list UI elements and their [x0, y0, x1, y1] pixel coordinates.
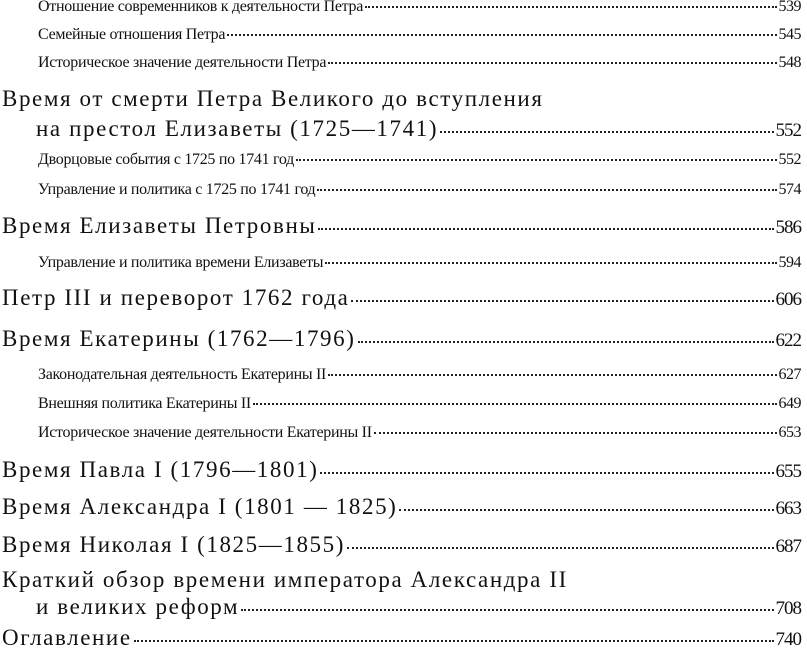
toc-page-number: 545 [778, 26, 801, 43]
dot-leader [134, 640, 774, 642]
toc-entry-title: Управление и политика времени Елизаветы [38, 254, 324, 271]
dot-leader [241, 609, 773, 611]
toc-entry-title: Отношение современников к деятельности Петра [38, 0, 364, 15]
toc-entry[interactable] [38, 395, 801, 413]
toc-page-number: 622 [775, 330, 801, 351]
toc-entry[interactable] [38, 181, 801, 199]
dot-leader [317, 189, 776, 191]
dot-leader [328, 374, 776, 376]
toc-entry-title: Законодательная деятельность Екатерины II [38, 366, 327, 383]
toc-entry[interactable] [2, 285, 801, 311]
dot-leader [374, 432, 777, 434]
toc-entry-continuation[interactable] [36, 594, 801, 620]
toc-entry[interactable] [2, 532, 801, 558]
toc-entry-title: Время от смерти Петра Великого до вступления [2, 86, 544, 111]
dot-leader [320, 472, 773, 474]
toc-page-number: 663 [775, 498, 801, 519]
toc-entry-title: Время Александра I (1801 — 1825) [2, 494, 398, 519]
toc-entry-title: Историческое значение деятельности Петра [38, 54, 327, 71]
toc-page-number: 539 [778, 0, 801, 15]
toc-entry-continuation[interactable] [36, 116, 801, 142]
dot-leader [365, 6, 776, 8]
toc-page-number: 653 [778, 424, 801, 441]
toc-entry[interactable] [2, 213, 801, 239]
toc-entry[interactable] [2, 567, 801, 593]
toc-entry[interactable] [2, 86, 801, 112]
toc-entry-title: Время Елизаветы Петровны [2, 213, 317, 238]
toc-entry-title: Оглавление [2, 625, 132, 650]
toc-entry[interactable] [38, 424, 801, 442]
toc-entry-title: Внешняя политика Екатерины II [38, 395, 251, 412]
toc-page-number: 606 [775, 289, 801, 310]
dot-leader [227, 34, 776, 36]
dot-leader [318, 228, 773, 230]
toc-page-number: 708 [775, 598, 801, 619]
toc-entry[interactable] [38, 254, 801, 272]
toc-page-number: 552 [778, 151, 801, 168]
toc-page-number: 687 [775, 536, 801, 557]
toc-entry-title: и великих реформ [36, 594, 240, 619]
dot-leader [358, 341, 774, 343]
dot-leader [328, 62, 776, 64]
toc-entry[interactable] [38, 26, 801, 44]
dot-leader [253, 403, 777, 405]
dot-leader [399, 509, 773, 511]
dot-leader [351, 300, 773, 302]
toc-entry-title: Дворцовые события с 1725 по 1741 год [38, 151, 294, 168]
toc-entry[interactable] [38, 0, 801, 16]
toc-entry-title: Краткий обзор времени императора Александра II [2, 567, 568, 592]
toc-entry-title: Управление и политика с 1725 по 1741 год [38, 181, 316, 198]
toc-entry-title: Петр III и переворот 1762 года [2, 285, 350, 310]
toc-entry-title: Время Николая I (1825—1855) [2, 532, 345, 557]
toc-page-number: 552 [775, 120, 801, 141]
toc-entry-title: Историческое значение деятельности Екатерины II [38, 424, 372, 441]
dot-leader [440, 131, 773, 133]
toc-entry[interactable] [38, 366, 801, 384]
toc-page-number: 655 [775, 461, 801, 482]
toc-page-number: 740 [775, 629, 801, 650]
toc-entry[interactable] [38, 54, 801, 72]
dot-leader [325, 262, 776, 264]
toc-entry[interactable] [2, 625, 801, 651]
dot-leader [347, 547, 774, 549]
toc-page-number: 627 [778, 366, 801, 383]
toc-entry[interactable] [2, 326, 801, 352]
toc-entry[interactable] [2, 494, 801, 520]
toc-entry[interactable] [2, 457, 801, 483]
toc-page-number: 594 [778, 254, 801, 271]
toc-entry-title: Время Екатерины (1762—1796) [2, 326, 356, 351]
toc-entry[interactable] [38, 151, 801, 169]
toc-page-number: 649 [778, 395, 801, 412]
toc-entry-title: Семейные отношения Петра [38, 26, 226, 43]
toc-entry-title: на престол Елизаветы (1725—1741) [36, 116, 439, 141]
dot-leader [296, 159, 777, 161]
toc-page-number: 586 [775, 217, 801, 238]
toc-entry-title: Время Павла I (1796—1801) [2, 457, 319, 482]
toc-page-number: 574 [778, 181, 801, 198]
toc-page-number: 548 [778, 54, 801, 71]
